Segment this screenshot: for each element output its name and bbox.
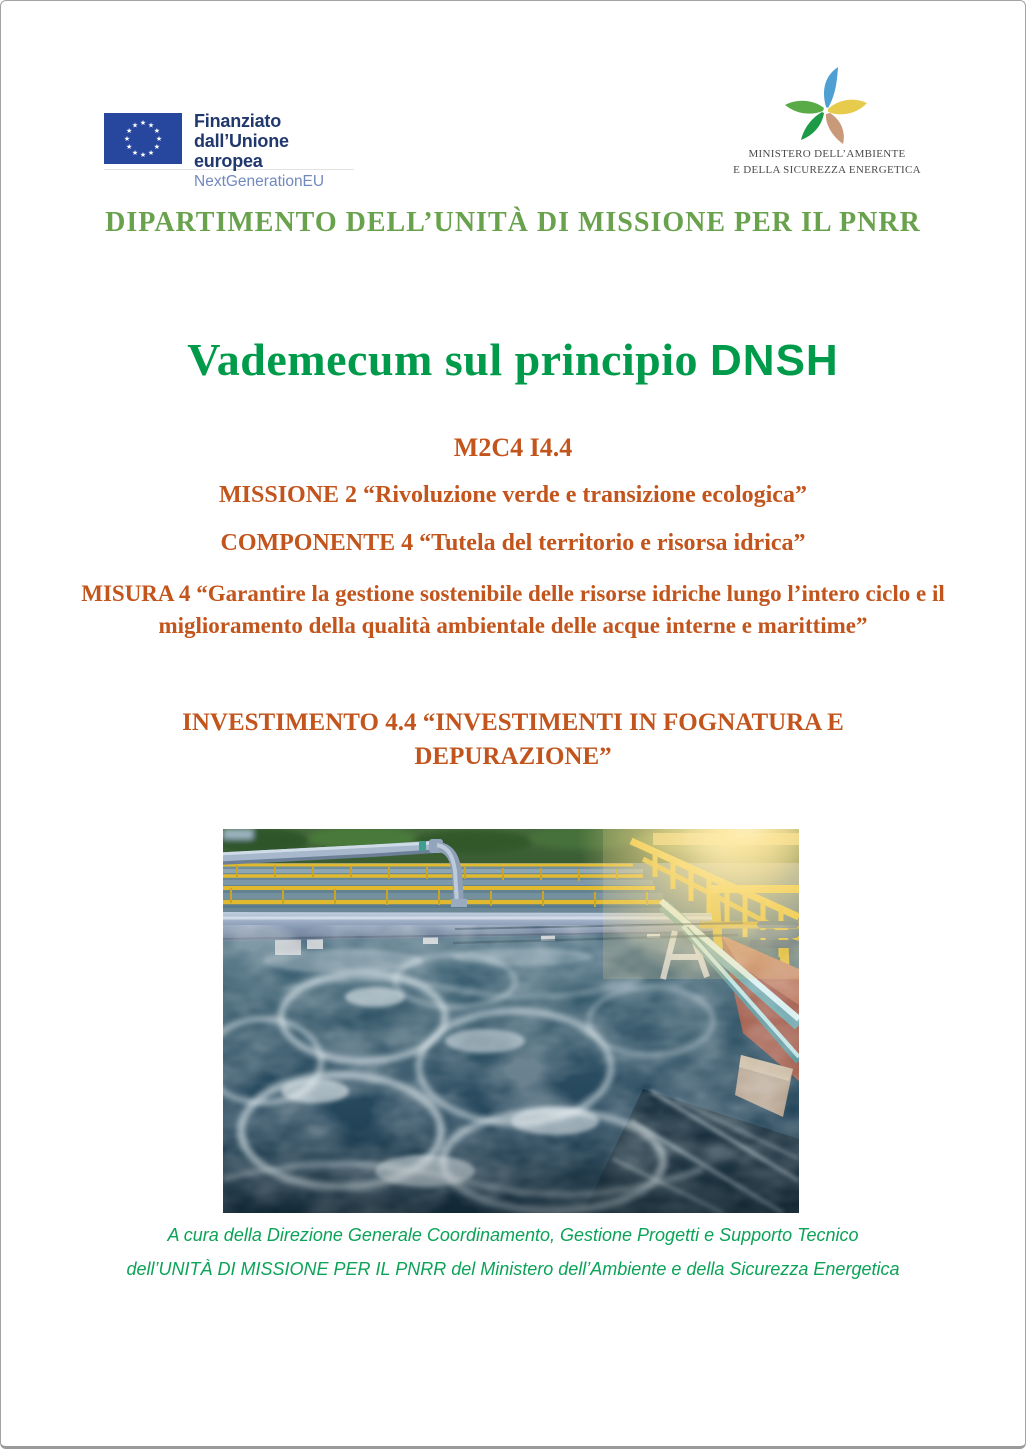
svg-text:★: ★ [131,149,139,158]
ministry-name-line1: MINISTERO DELL’AMBIENTE [748,148,906,160]
ministry-name-line2: E DELLA SICUREZZA ENERGETICA [733,164,921,176]
svg-text:★: ★ [147,149,155,158]
credits-line1: A cura della Direzione Generale Coordinamento, Gestione Progetti e Supporto Tecnico [167,1225,859,1245]
wastewater-plant-image [223,829,799,1213]
credits-line2: dell’UNITÀ DI MISSIONE PER IL PNRR del Ministero dell’Ambiente e della Sicurezza Energetica [126,1259,900,1279]
svg-text:★: ★ [131,121,139,130]
main-title-text: Vademecum sul principio [187,334,711,385]
svg-text:★: ★ [147,121,155,130]
cover-photo [223,829,799,1213]
svg-text:★: ★ [125,143,133,152]
svg-text:★: ★ [123,135,131,144]
svg-text:★: ★ [153,127,161,136]
credits [1,1225,1025,1280]
componente-line: COMPONENTE 4 “Tutela del territorio e risorsa idrica” [220,530,806,556]
eu-flag-icon [104,113,182,164]
investment-heading [1,706,1025,774]
eu-funding-line3: NextGenerationEU [194,173,325,190]
department-heading: DIPARTIMENTO DELL’UNITÀ DI MISSIONE PER IL PNRR [105,207,921,238]
eu-funding-line2: dall’Unione europea [194,131,289,171]
misura-line [1,578,1025,642]
misura-text: MISURA 4 “Garantire la gestione sostenibile delle risorse idriche lungo l’intero ciclo e il miglioramento della qualità ambientale delle acque interne e marittime” [81,581,945,638]
measure-code: M2C4 I4.4 [453,433,573,462]
missione-line: MISSIONE 2 “Rivoluzione verde e transizione ecologica” [219,482,807,508]
svg-text:★: ★ [155,135,163,144]
ministry-logo [729,63,925,177]
investment-text: INVESTIMENTO 4.4 “INVESTIMENTI IN FOGNATURA E DEPURAZIONE” [182,709,844,770]
svg-text:★: ★ [139,151,147,160]
ministry-star-icon [777,63,877,145]
svg-text:★: ★ [153,143,161,152]
main-title-acronym: DNSH [710,336,839,385]
eu-funding-line1: Finanziato [194,111,281,131]
main-title [1,333,1025,386]
eu-funding-logo [104,111,354,190]
svg-text:★: ★ [139,119,147,128]
svg-text:★: ★ [125,127,133,136]
